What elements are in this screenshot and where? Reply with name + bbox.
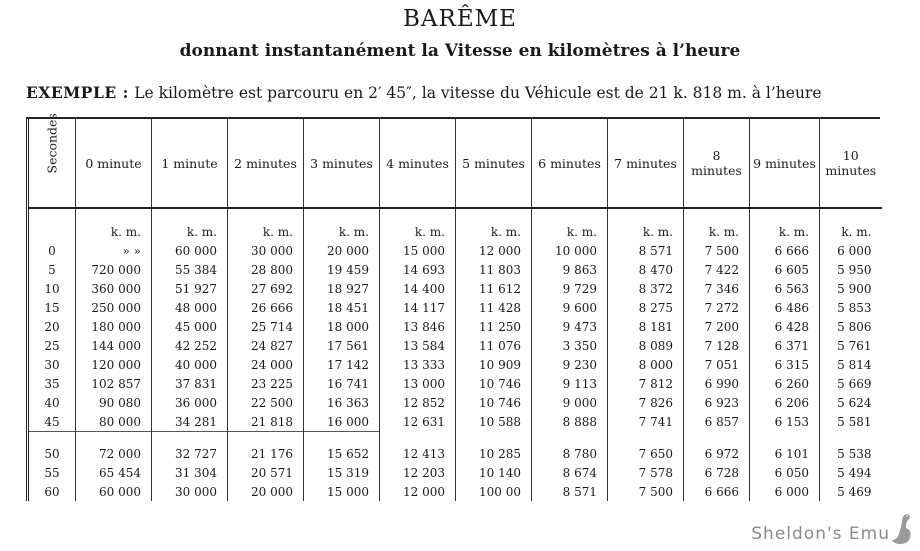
- speed-cell: 11 428: [456, 298, 532, 317]
- table-row: [28, 355, 882, 374]
- speed-cell: 6 000: [820, 241, 882, 260]
- speed-cell: 12 631: [380, 412, 456, 432]
- seconds-cell: 35: [28, 374, 76, 393]
- speed-cell: 5 761: [820, 336, 882, 355]
- unit-cell: k. m.: [304, 208, 380, 241]
- speed-cell: 6 857: [684, 412, 750, 432]
- speed-cell: 6 000: [750, 482, 820, 501]
- speed-cell: 8 571: [532, 482, 608, 501]
- seconds-cell: 50: [28, 444, 76, 463]
- speed-cell: 30 000: [152, 482, 228, 501]
- seconds-cell: 40: [28, 393, 76, 412]
- speed-cell: 14 400: [380, 279, 456, 298]
- speed-cell: 8 571: [608, 241, 684, 260]
- speed-cell: 13 333: [380, 355, 456, 374]
- separator-cell: [750, 432, 820, 445]
- seconds-cell: 45: [28, 412, 76, 432]
- speed-table: [26, 112, 882, 501]
- speed-cell: 16 741: [304, 374, 380, 393]
- speed-cell: 40 000: [152, 355, 228, 374]
- speed-cell: 144 000: [76, 336, 152, 355]
- speed-cell: 12 413: [380, 444, 456, 463]
- speed-cell: 10 746: [456, 393, 532, 412]
- speed-cell: 11 250: [456, 317, 532, 336]
- emu-icon: [888, 512, 914, 548]
- speed-cell: 42 252: [152, 336, 228, 355]
- speed-cell: 24 000: [228, 355, 304, 374]
- speed-cell: 19 459: [304, 260, 380, 279]
- speed-cell: 5 669: [820, 374, 882, 393]
- speed-cell: 10 140: [456, 463, 532, 482]
- speed-cell: 21 176: [228, 444, 304, 463]
- speed-cell: 23 225: [228, 374, 304, 393]
- table-row: [28, 412, 882, 432]
- speed-cell: 55 384: [152, 260, 228, 279]
- speed-cell: 7 578: [608, 463, 684, 482]
- unit-row: [28, 208, 882, 241]
- example-label: EXEMPLE :: [26, 83, 129, 102]
- speed-cell: 5 581: [820, 412, 882, 432]
- table-row: [28, 463, 882, 482]
- speed-cell: 26 666: [228, 298, 304, 317]
- seconds-cell: 0: [28, 241, 76, 260]
- speed-cell: 100 00: [456, 482, 532, 501]
- column-header-10: 10 minutes: [820, 119, 882, 208]
- separator-cell: [820, 432, 882, 445]
- speed-cell: 6 990: [684, 374, 750, 393]
- speed-cell: 9 113: [532, 374, 608, 393]
- table-header: [28, 119, 882, 208]
- speed-cell: 60 000: [76, 482, 152, 501]
- speed-cell: 20 571: [228, 463, 304, 482]
- unit-cell: k. m.: [820, 208, 882, 241]
- speed-cell: 10 000: [532, 241, 608, 260]
- speed-cell: 6 371: [750, 336, 820, 355]
- separator-cell: [608, 432, 684, 445]
- table-row: [28, 336, 882, 355]
- speed-cell: 10 909: [456, 355, 532, 374]
- page-subtitle: donnant instantanément la Vitesse en kilomètres à l’heure: [179, 41, 741, 61]
- speed-cell: 180 000: [76, 317, 152, 336]
- speed-cell: 13 000: [380, 374, 456, 393]
- separator-cell: [304, 432, 380, 445]
- speed-cell: 6 206: [750, 393, 820, 412]
- speed-cell: 6 050: [750, 463, 820, 482]
- watermark: Sheldon's Emu: [751, 524, 890, 544]
- unit-cell: k. m.: [228, 208, 304, 241]
- column-header-9: 9 minutes: [750, 119, 820, 208]
- speed-cell: 6 728: [684, 463, 750, 482]
- speed-cell: 9 729: [532, 279, 608, 298]
- speed-cell: 7 650: [608, 444, 684, 463]
- table-row: [28, 241, 882, 260]
- table-row: [28, 374, 882, 393]
- column-header-1: 1 minute: [152, 119, 228, 208]
- speed-cell: 8 000: [608, 355, 684, 374]
- speed-cell: 5 494: [820, 463, 882, 482]
- column-header-4: 4 minutes: [380, 119, 456, 208]
- speed-cell: 18 927: [304, 279, 380, 298]
- speed-cell: 7 128: [684, 336, 750, 355]
- speed-cell: 8 372: [608, 279, 684, 298]
- speed-cell: 6 972: [684, 444, 750, 463]
- speed-cell: 7 826: [608, 393, 684, 412]
- speed-cell: 15 652: [304, 444, 380, 463]
- speed-cell: 9 863: [532, 260, 608, 279]
- speed-cell: 6 315: [750, 355, 820, 374]
- speed-cell: 7 272: [684, 298, 750, 317]
- speed-cell: 16 000: [304, 412, 380, 432]
- speed-cell: 13 584: [380, 336, 456, 355]
- speed-cell: 12 852: [380, 393, 456, 412]
- separator-cell: [28, 432, 76, 445]
- separator-cell: [76, 432, 152, 445]
- speed-cell: 5 469: [820, 482, 882, 501]
- column-header-5: 5 minutes: [456, 119, 532, 208]
- speed-cell: 8 089: [608, 336, 684, 355]
- seconds-cell: 30: [28, 355, 76, 374]
- column-header-8: 8 minutes: [684, 119, 750, 208]
- table-row: [28, 444, 882, 463]
- speed-cell: 18 000: [304, 317, 380, 336]
- speed-cell: 5 806: [820, 317, 882, 336]
- separator-cell: [532, 432, 608, 445]
- speed-cell: 90 080: [76, 393, 152, 412]
- speed-cell: 22 500: [228, 393, 304, 412]
- speed-cell: 6 486: [750, 298, 820, 317]
- seconds-cell: 60: [28, 482, 76, 501]
- speed-cell: 28 800: [228, 260, 304, 279]
- speed-cell: 17 142: [304, 355, 380, 374]
- column-header-2: 2 minutes: [228, 119, 304, 208]
- speed-cell: 11 612: [456, 279, 532, 298]
- speed-cell: 48 000: [152, 298, 228, 317]
- speed-cell: 7 741: [608, 412, 684, 432]
- speed-cell: 13 846: [380, 317, 456, 336]
- speed-cell: 31 304: [152, 463, 228, 482]
- speed-cell: 6 923: [684, 393, 750, 412]
- speed-cell: 25 714: [228, 317, 304, 336]
- speed-cell: 15 000: [304, 482, 380, 501]
- speed-cell: 7 346: [684, 279, 750, 298]
- speed-cell: 7 500: [684, 241, 750, 260]
- table-row: [28, 393, 882, 412]
- unit-cell: k. m.: [76, 208, 152, 241]
- speed-cell: 5 950: [820, 260, 882, 279]
- seconds-cell: 15: [28, 298, 76, 317]
- speed-cell: 5 624: [820, 393, 882, 412]
- speed-cell: 45 000: [152, 317, 228, 336]
- seconds-cell: 25: [28, 336, 76, 355]
- speed-cell: 5 853: [820, 298, 882, 317]
- seconds-cell: 10: [28, 279, 76, 298]
- speed-cell: 12 000: [380, 482, 456, 501]
- speed-cell: 10 588: [456, 412, 532, 432]
- speed-cell: 36 000: [152, 393, 228, 412]
- unit-cell: k. m.: [532, 208, 608, 241]
- speed-cell: 10 285: [456, 444, 532, 463]
- speed-cell: 8 181: [608, 317, 684, 336]
- speed-cell: 7 200: [684, 317, 750, 336]
- speed-table-container: [26, 112, 880, 513]
- speed-cell: 102 857: [76, 374, 152, 393]
- speed-cell: 14 117: [380, 298, 456, 317]
- unit-cell: k. m.: [152, 208, 228, 241]
- speed-cell: 6 101: [750, 444, 820, 463]
- speed-cell: 34 281: [152, 412, 228, 432]
- speed-cell: 7 500: [608, 482, 684, 501]
- example-text: Le kilomètre est parcouru en 2′ 45″, la vitesse du Véhicule est de 21 k. 818 m. à l’heure: [134, 84, 822, 102]
- speed-cell: 6 666: [750, 241, 820, 260]
- speed-cell: 18 451: [304, 298, 380, 317]
- speed-cell: 21 818: [228, 412, 304, 432]
- speed-cell: 15 319: [304, 463, 380, 482]
- speed-cell: 9 473: [532, 317, 608, 336]
- seconds-header: Secondes: [28, 119, 76, 208]
- table-body: [28, 208, 882, 501]
- speed-cell: 15 000: [380, 241, 456, 260]
- speed-cell: 80 000: [76, 412, 152, 432]
- speed-cell: 5 814: [820, 355, 882, 374]
- speed-cell: 60 000: [152, 241, 228, 260]
- separator-cell: [456, 432, 532, 445]
- speed-cell: 20 000: [304, 241, 380, 260]
- unit-cell: k. m.: [456, 208, 532, 241]
- speed-cell: 27 692: [228, 279, 304, 298]
- speed-cell: 720 000: [76, 260, 152, 279]
- speed-cell: 7 812: [608, 374, 684, 393]
- speed-cell: 12 203: [380, 463, 456, 482]
- unit-cell: k. m.: [608, 208, 684, 241]
- speed-cell: 250 000: [76, 298, 152, 317]
- speed-cell: 6 428: [750, 317, 820, 336]
- speed-cell: 10 746: [456, 374, 532, 393]
- speed-cell: 72 000: [76, 444, 152, 463]
- speed-cell: 11 076: [456, 336, 532, 355]
- section-separator: [28, 432, 882, 445]
- speed-cell: 5 538: [820, 444, 882, 463]
- speed-cell: 6 605: [750, 260, 820, 279]
- example-line: [26, 83, 906, 102]
- seconds-cell: 5: [28, 260, 76, 279]
- column-header-3: 3 minutes: [304, 119, 380, 208]
- speed-cell: 30 000: [228, 241, 304, 260]
- speed-cell: 17 561: [304, 336, 380, 355]
- table-row: [28, 279, 882, 298]
- separator-cell: [380, 432, 456, 445]
- speed-cell: 9 600: [532, 298, 608, 317]
- seconds-cell: 20: [28, 317, 76, 336]
- speed-cell: 8 888: [532, 412, 608, 432]
- separator-cell: [228, 432, 304, 445]
- page-title: BARÊME: [403, 6, 517, 32]
- separator-cell: [684, 432, 750, 445]
- unit-cell: k. m.: [380, 208, 456, 241]
- seconds-cell: 55: [28, 463, 76, 482]
- speed-cell: 65 454: [76, 463, 152, 482]
- speed-cell: 24 827: [228, 336, 304, 355]
- column-header-6: 6 minutes: [532, 119, 608, 208]
- speed-cell: 11 803: [456, 260, 532, 279]
- speed-cell: 16 363: [304, 393, 380, 412]
- speed-cell: 12 000: [456, 241, 532, 260]
- unit-cell: k. m.: [750, 208, 820, 241]
- separator-cell: [152, 432, 228, 445]
- speed-cell: 9 000: [532, 393, 608, 412]
- speed-cell: » »: [76, 241, 152, 260]
- speed-cell: 6 153: [750, 412, 820, 432]
- table-row: [28, 260, 882, 279]
- table-row: [28, 317, 882, 336]
- unit-cell: k. m.: [684, 208, 750, 241]
- speed-cell: 6 666: [684, 482, 750, 501]
- speed-cell: 14 693: [380, 260, 456, 279]
- speed-cell: 7 422: [684, 260, 750, 279]
- speed-cell: 360 000: [76, 279, 152, 298]
- table-row: [28, 298, 882, 317]
- speed-cell: 3 350: [532, 336, 608, 355]
- unit-cell-seconds: [28, 208, 76, 241]
- speed-cell: 5 900: [820, 279, 882, 298]
- speed-cell: 8 780: [532, 444, 608, 463]
- table-row: [28, 482, 882, 501]
- speed-cell: 20 000: [228, 482, 304, 501]
- speed-cell: 51 927: [152, 279, 228, 298]
- speed-cell: 8 674: [532, 463, 608, 482]
- speed-cell: 7 051: [684, 355, 750, 374]
- speed-cell: 9 230: [532, 355, 608, 374]
- speed-cell: 8 470: [608, 260, 684, 279]
- column-header-0: 0 minute: [76, 119, 152, 208]
- speed-cell: 6 260: [750, 374, 820, 393]
- speed-cell: 6 563: [750, 279, 820, 298]
- speed-cell: 37 831: [152, 374, 228, 393]
- speed-cell: 8 275: [608, 298, 684, 317]
- speed-cell: 32 727: [152, 444, 228, 463]
- column-header-7: 7 minutes: [608, 119, 684, 208]
- speed-cell: 120 000: [76, 355, 152, 374]
